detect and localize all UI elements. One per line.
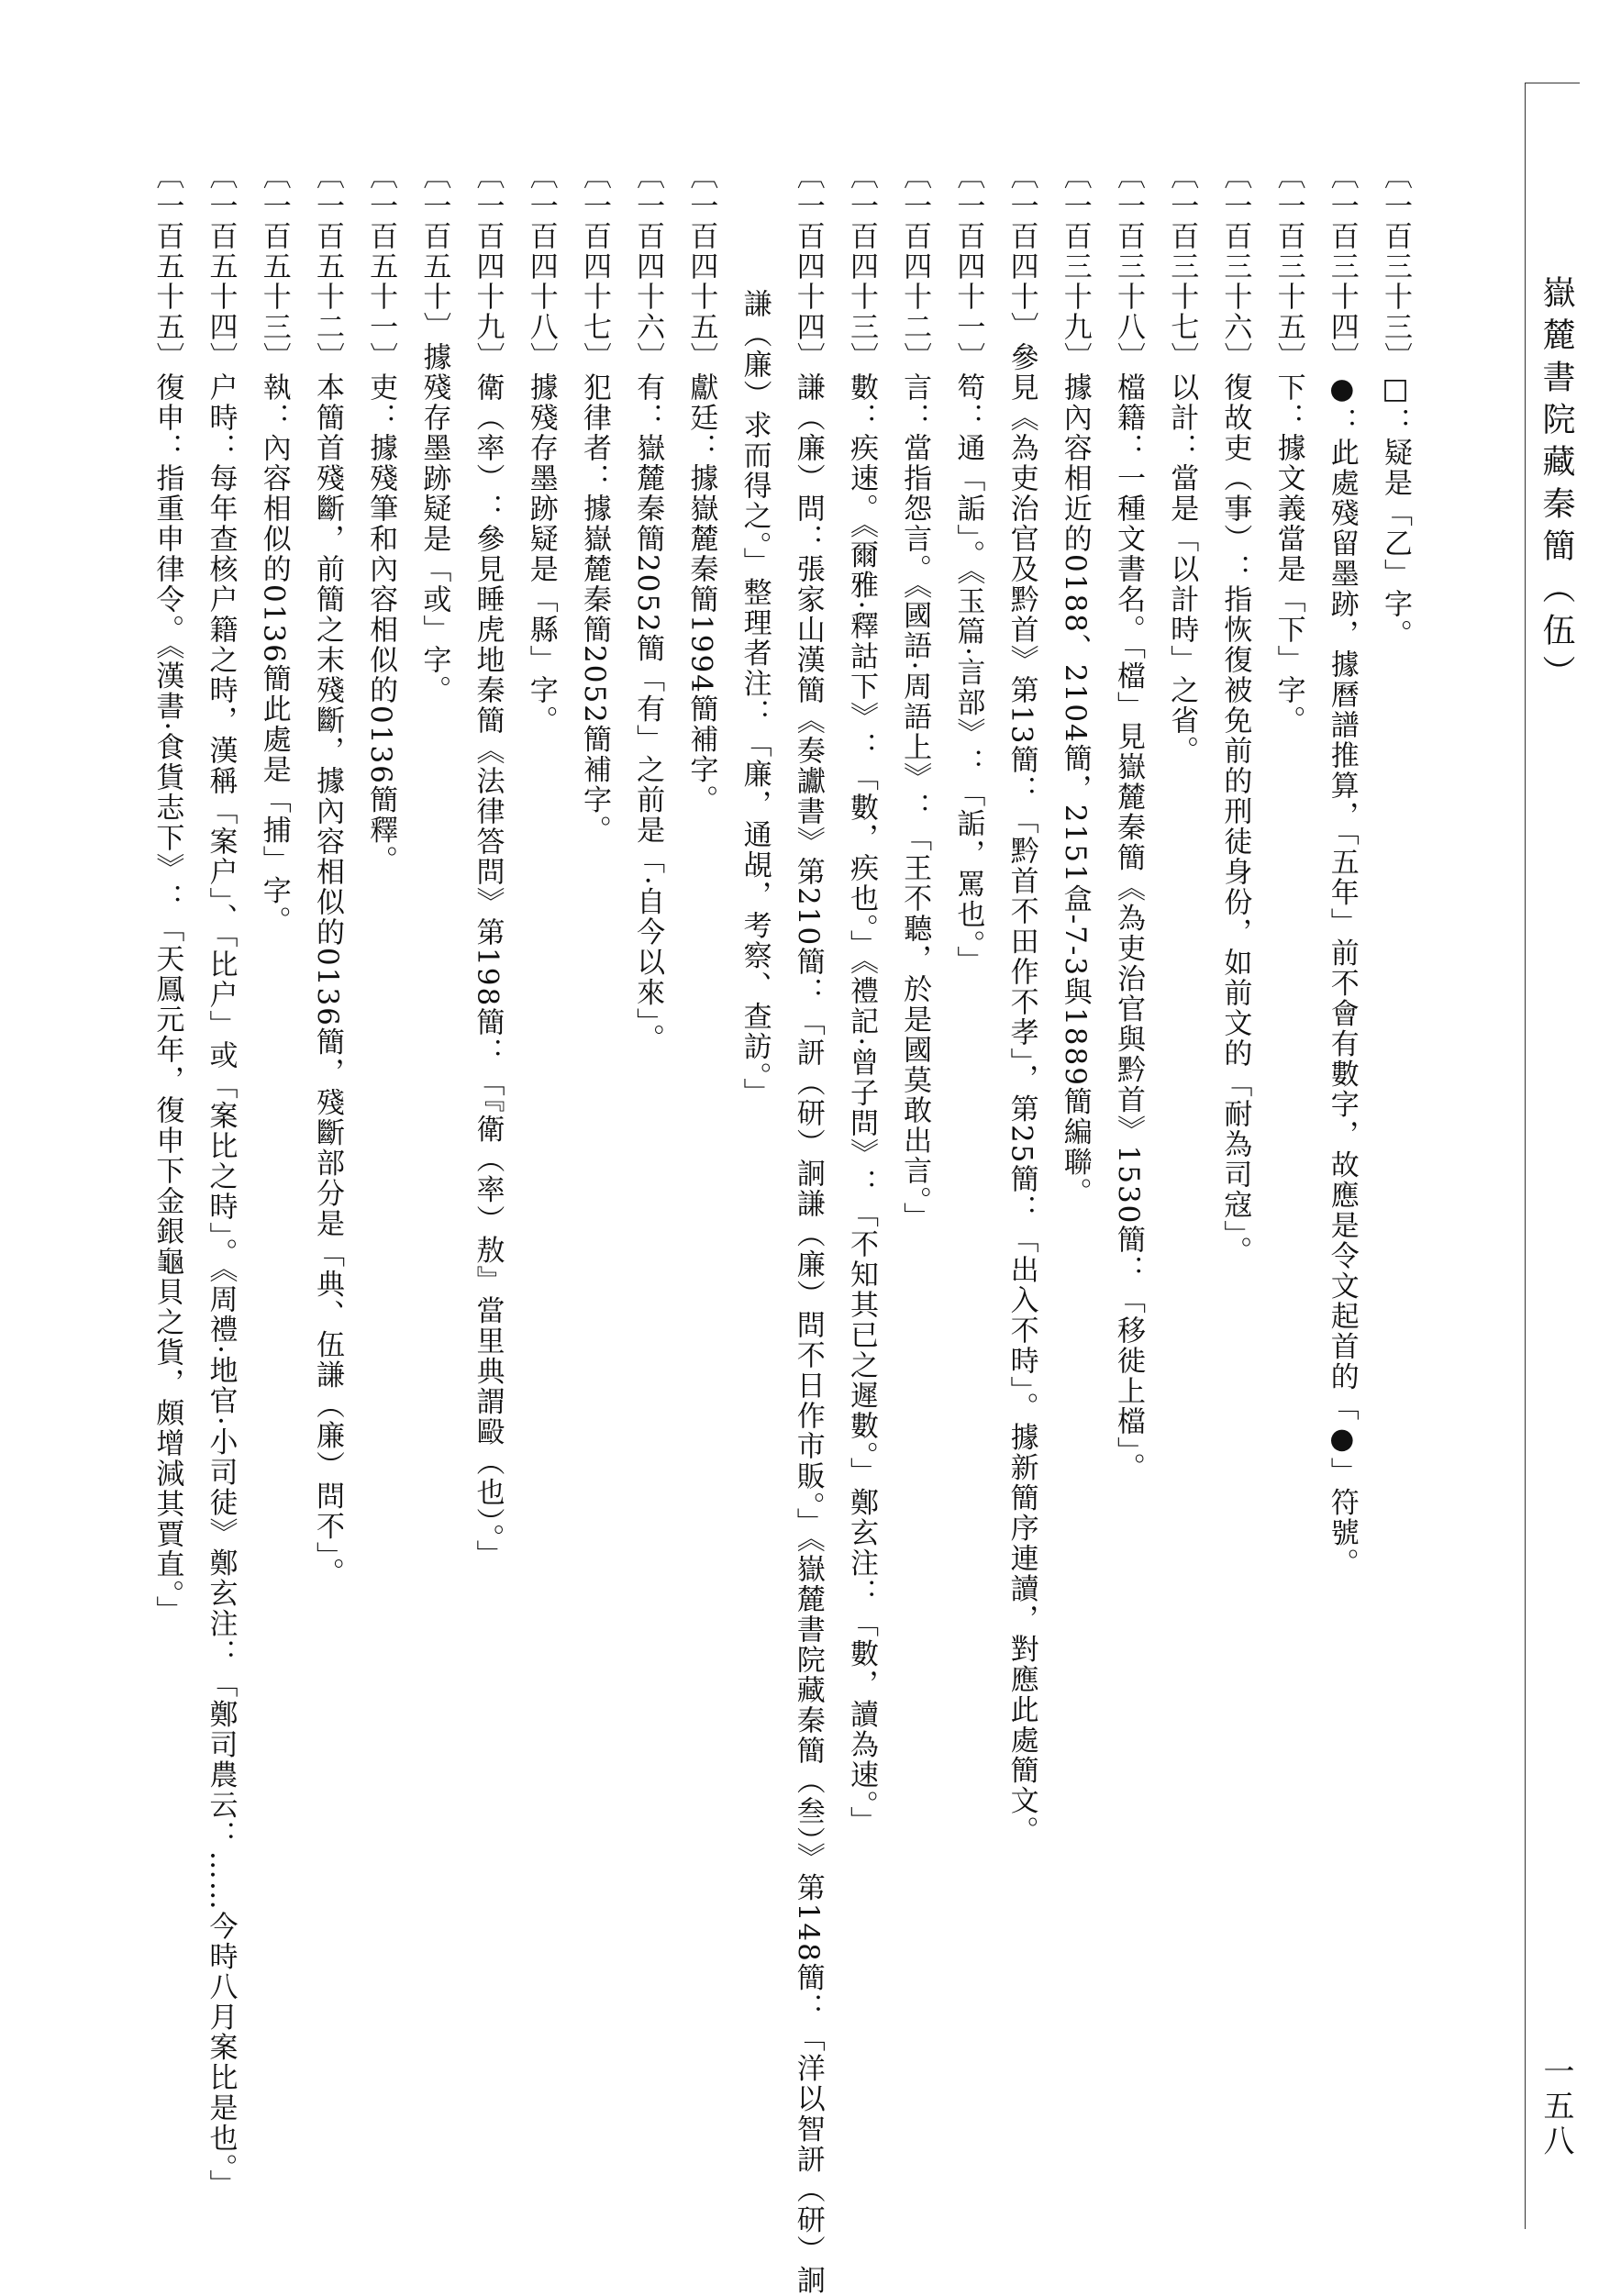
note-text: 參見《為吏治官及黔首》第13簡：「黔首不田作不孝」，第25簡：「出入不時」。據新簡序連讀，對應此處簡文。	[1005, 342, 1038, 1847]
note-text: ●：此處殘留墨跡，據曆譜推算，「五年」前不會有數字，故應是令文起首的「●」符號。	[1325, 372, 1359, 1579]
note-entry	[782, 161, 835, 2296]
note-label: 〔一百三十七〕	[1165, 161, 1199, 372]
note-label: 〔一百五十一〕	[364, 161, 398, 372]
note-entry	[515, 161, 568, 2197]
note-entry	[194, 161, 247, 2201]
note-text: 謙（廉）求而得之。」整理者注：「廉，通覘，考察、查訪。」	[738, 289, 772, 1108]
note-entry	[140, 161, 194, 2197]
note-entry	[407, 161, 461, 2197]
note-entry	[1261, 161, 1315, 2197]
note-entry	[461, 161, 514, 2197]
note-text: 本簡首殘斷，前簡之末殘斷，據內容相似的0136簡，殘斷部分是「典、伍謙（廉）問不」。	[310, 372, 344, 1589]
header-rule	[1525, 83, 1526, 2229]
note-text: 犯律者：據嶽麓秦簡2052簡補字。	[577, 372, 611, 846]
note-label: 〔一百四十六〕	[631, 161, 665, 372]
note-label: 〔一百四十八〕	[524, 161, 558, 372]
note-entry	[354, 161, 407, 2197]
note-text: 謙（廉）問：張家山漢簡《奏讞書》第210簡：「訮（研）詗謙（廉）問不日作市販。」《嶽麓書院藏秦簡（叁）》第148簡：「洋以智訮（研）詗	[791, 372, 825, 2296]
note-label: 〔一百四十七〕	[577, 161, 611, 372]
note-entry	[621, 161, 674, 2197]
note-text: 言：當指怨言。《國語·周語上》：「王不聽，於是國莫敢出言。」	[898, 372, 932, 1233]
note-text: 有：嶽麓秦簡2052簡「有」之前是「·自今以來」。	[631, 372, 665, 1055]
note-label: 〔一百四十二〕	[898, 161, 932, 372]
note-label: 〔一百五十三〕	[257, 161, 291, 372]
note-label: 〔一百四十四〕	[791, 161, 825, 372]
note-text: 據殘存墨跡疑是「縣」字。	[524, 372, 558, 736]
note-label: 〔一百五十四〕	[204, 161, 238, 372]
note-text: 下：據文義當是「下」字。	[1271, 372, 1305, 736]
note-text: 以計：當是「以計時」之省。	[1165, 372, 1199, 766]
note-text: 數：疾速。《爾雅·釋詁下》：「數，疾也。」《禮記·曾子問》：「不知其已之遲數。」鄭玄注：「數，讀為速。」	[844, 372, 878, 1837]
note-continuation	[727, 161, 781, 2197]
note-text: 復申：指重申律令。《漢書·食貨志下》：「天鳳元年，復申下金銀龜貝之貨，頗增減其賈直。」	[150, 372, 184, 1626]
note-text: 户時：每年查核户籍之時，漢稱「案户」、「比户」或「案比之時」。《周禮·地官·小司徒》鄭玄注：「鄭司農云：……今時八月案比是也。」	[204, 372, 238, 2201]
note-label: 〔一百三十五〕	[1271, 161, 1305, 372]
note-text: 執：內容相似的0136簡此處是「捕」字。	[257, 372, 291, 937]
note-text: 據內容相近的0188、2104簡，2151盒-7-3與1889簡編聯。	[1058, 372, 1092, 1208]
note-label: 〔一百三十六〕	[1218, 161, 1252, 372]
note-text: 笱：通「詬」。《玉篇·言部》：「詬，罵也。」	[951, 372, 985, 977]
note-entry	[1102, 161, 1155, 2197]
note-label: 〔一百三十八〕	[1111, 161, 1145, 372]
note-label: 〔一百四十三〕	[844, 161, 878, 372]
note-text: 復故吏（事）：指恢復被免前的刑徒身份，如前文的「耐為司寇」。	[1218, 372, 1252, 1267]
note-entry	[301, 161, 354, 2197]
note-entry	[1316, 161, 1369, 2197]
note-entry	[674, 161, 727, 2197]
note-text: 衛（率）：參見睡虎地秦簡《法律答問》第198簡：「『衛（率）敖』當里典謂毆（也）。」	[471, 372, 505, 1570]
running-header-title: 嶽麓書院藏秦簡（伍）	[1538, 275, 1575, 697]
note-entry	[941, 161, 994, 2197]
note-label: 〔一百三十九〕	[1058, 161, 1092, 372]
note-entry	[1155, 161, 1208, 2197]
note-text: 檔籍：一種文書名。「檔」見嶽麓秦簡《為吏治官與黔首》1530簡：「移徙上檔」。	[1111, 372, 1145, 1483]
note-label: 〔一百五十五〕	[150, 161, 184, 372]
note-text: 據殘存墨跡疑是「或」字。	[417, 342, 451, 705]
note-label: 〔一百四十五〕	[684, 161, 718, 372]
note-text: 獻廷：據嶽麓秦簡1994簡補字。	[684, 372, 718, 815]
note-label: 〔一百五十二〕	[310, 161, 344, 372]
notes-body	[150, 161, 1422, 2296]
note-text: □：疑是「乙」字。	[1379, 372, 1412, 649]
note-entry	[994, 161, 1048, 2197]
note-label: 〔一百四十〕	[1005, 161, 1038, 342]
note-label: 〔一百四十一〕	[951, 161, 985, 372]
note-entry	[1208, 161, 1261, 2197]
note-entry	[248, 161, 301, 2197]
note-label: 〔一百五十〕	[417, 161, 451, 342]
note-label: 〔一百三十三〕	[1379, 161, 1412, 372]
note-entry	[835, 161, 888, 2197]
note-entry	[1369, 161, 1422, 2197]
note-entry	[568, 161, 621, 2197]
note-label: 〔一百三十四〕	[1325, 161, 1359, 372]
note-label: 〔一百四十九〕	[471, 161, 505, 372]
page-number: 一五八	[1538, 2055, 1574, 2159]
note-text: 吏：據殘筆和內容相似的0136簡釋。	[364, 372, 398, 876]
note-entry	[1049, 161, 1102, 2197]
note-entry	[888, 161, 941, 2197]
